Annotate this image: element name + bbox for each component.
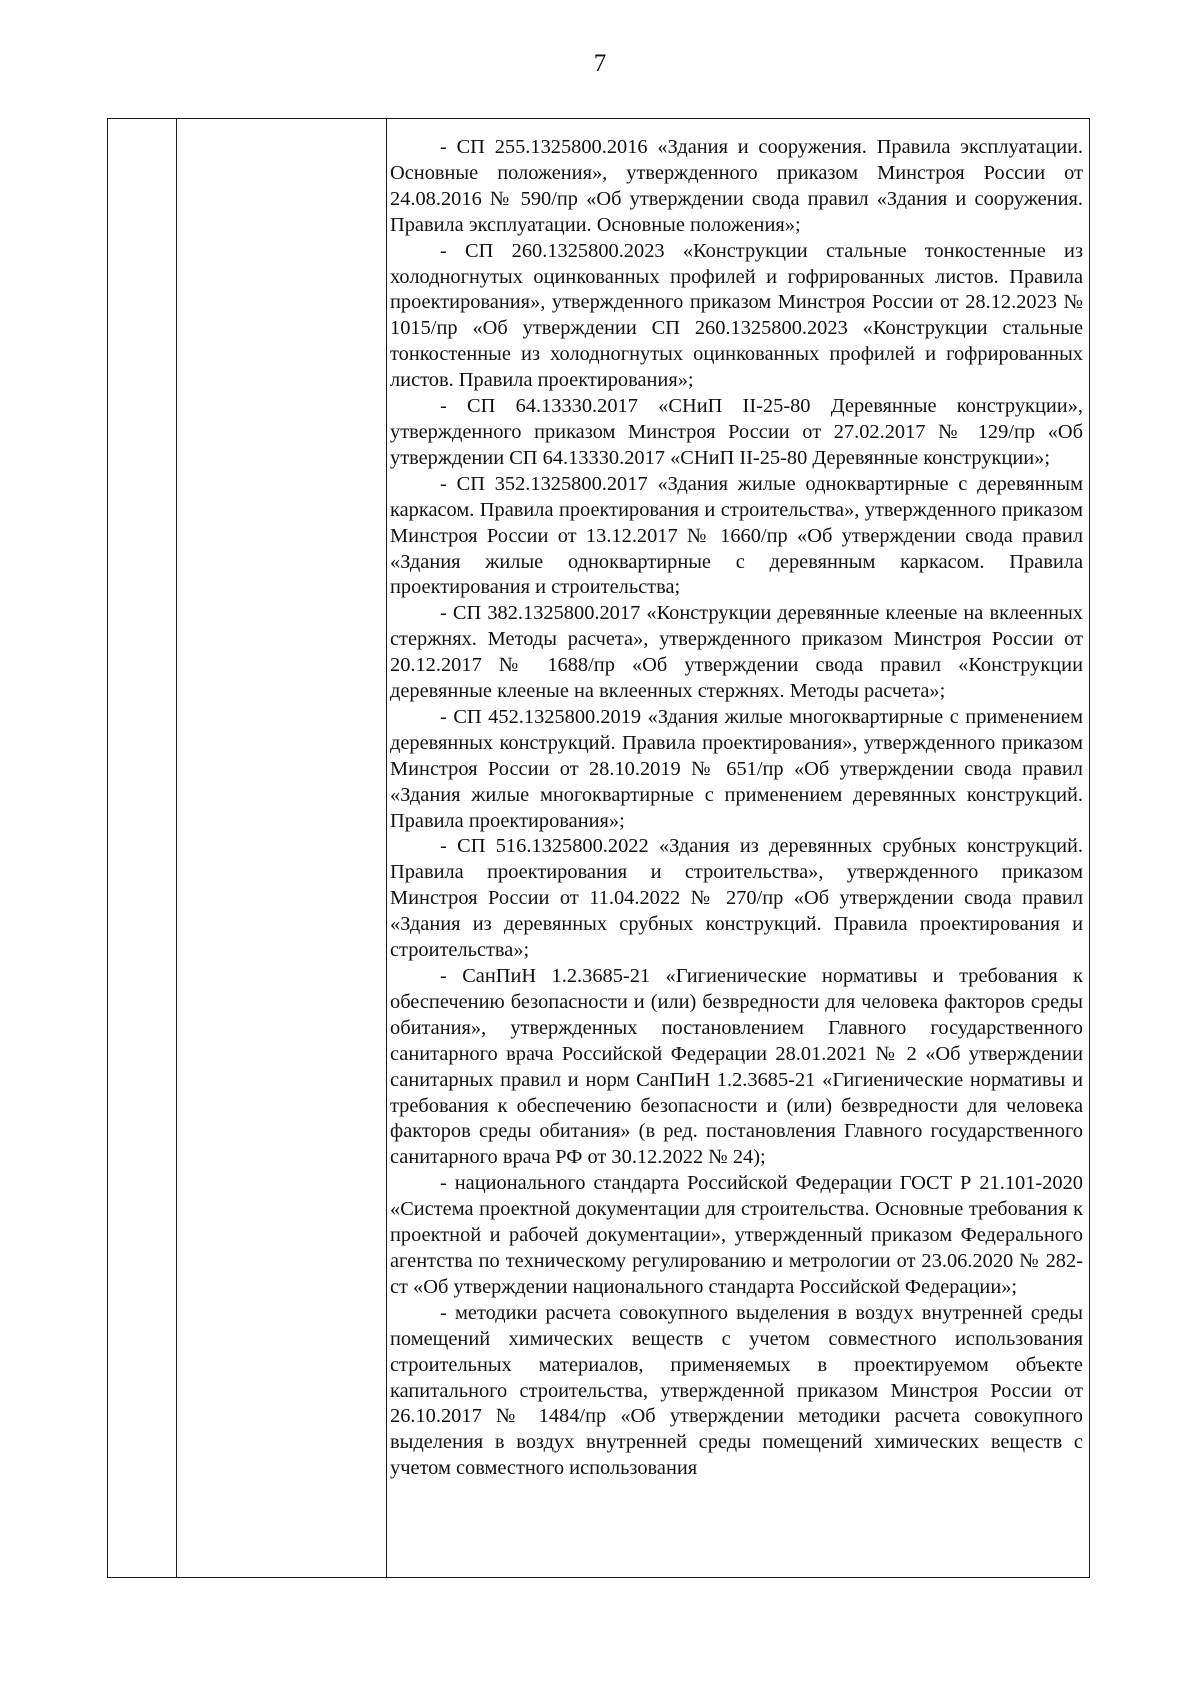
regulation-paragraph: - СП 452.1325800.2019 «Здания жилые многоквартирные с применением деревянных конструкций. Правила проектирования», утвержденного приказом Минстроя России от 28.10.2019 № 651/пр «Об утверждении свода правил «Здания жилые многоквартирные с применением деревянных конструкций. Правила проектирования»; xyxy=(390,705,1083,832)
regulation-paragraph: - СанПиН 1.2.3685-21 «Гигиенические нормативы и требования к обеспечению безопасности и (или) безвредности для человека факторов среды обитания», утвержденных постановлением Главного государственного санитарного врача Российской Федерации 28.01.2021 № 2 «Об утверждении санитарных правил и норм СанПиН 1.2.3685-21 «Гигиенические нормативы и требования к обеспечению безопасности и (или) безвредности для человека факторов среды обитания» (в ред. постановления Главного государственного санитарного врача РФ от 30.12.2022 № 24); xyxy=(390,965,1083,1169)
regulation-paragraph: - СП 516.1325800.2022 «Здания из деревянных срубных конструкций. Правила проектирования и строительства», утвержденного приказом Минстроя России от 11.04.2022 № 270/пр «Об утверждении свода правил «Здания из деревянных срубных конструкций. Правила проектирования и строительства»; xyxy=(390,835,1083,962)
regulation-paragraph: - национального стандарта Российской Федерации ГОСТ Р 21.101-2020 «Система проектной документации для строительства. Основные требования к проектной и рабочей документации», утвержденный приказом Федерального агентства по техническому регулированию и метрологии от 23.06.2020 № 282-ст «Об утверждении национального стандарта Российской Федерации»; xyxy=(390,1172,1083,1298)
regulation-paragraph: - СП 64.13330.2017 «СНиП II-25-80 Деревянные конструкции», утвержденного приказом Минстроя России от 27.02.2017 № 129/пр «Об утверждении СП 64.13330.2017 «СНиП II-25-80 Деревянные конструкции»; xyxy=(390,395,1083,469)
document-table xyxy=(107,118,1090,1578)
regulation-paragraph: - методики расчета совокупного выделения в воздух внутренней среды помещений химических веществ с учетом совместного использования строительных материалов, применяемых в проектируемом объекте капитального строительства, утвержденной приказом Минстроя России от 26.10.2017 № 1484/пр «Об утверждении методики расчета совокупного выделения в воздух внутренней среды помещений химических веществ с учетом совместного использования xyxy=(390,1301,1083,1480)
regulation-paragraph: - СП 382.1325800.2017 «Конструкции деревянные клееные на вклеенных стержнях. Методы расчета», утвержденного приказом Минстроя России от 20.12.2017 № 1688/пр «Об утверждении свода правил «Конструкции деревянные клееные на вклеенных стержнях. Методы расчета»; xyxy=(390,602,1083,703)
column-divider xyxy=(386,119,387,1577)
regulation-paragraph: - СП 352.1325800.2017 «Здания жилые одноквартирные с деревянным каркасом. Правила проектирования и строительства», утвержденного приказом Минстроя России от 13.12.2017 № 1660/пр «Об утверждении свода правил «Здания жилые одноквартирные с деревянным каркасом. Правила проектирования и строительства; xyxy=(390,472,1083,599)
regulation-paragraph: - СП 260.1325800.2023 «Конструкции стальные тонкостенные из холодногнутых оцинкованных профилей и гофрированных листов. Правила проектирования», утвержденного приказом Минстроя России от 28.12.2023 № 1015/пр «Об утверждении СП 260.1325800.2023 «Конструкции стальные тонкостенные из холодногнутых оцинкованных профилей и гофрированных листов. Правила проектирования»; xyxy=(390,239,1083,392)
page-number: 7 xyxy=(593,50,607,77)
regulation-paragraph: - СП 255.1325800.2016 «Здания и сооружения. Правила эксплуатации. Основные положения», утвержденного приказом Минстроя России от 24.08.2016 № 590/пр «Об утверждении свода правил «Здания и сооружения. Правила эксплуатации. Основные положения»; xyxy=(390,136,1083,236)
requirements-text-cell xyxy=(390,135,1083,1482)
column-divider xyxy=(176,119,177,1577)
